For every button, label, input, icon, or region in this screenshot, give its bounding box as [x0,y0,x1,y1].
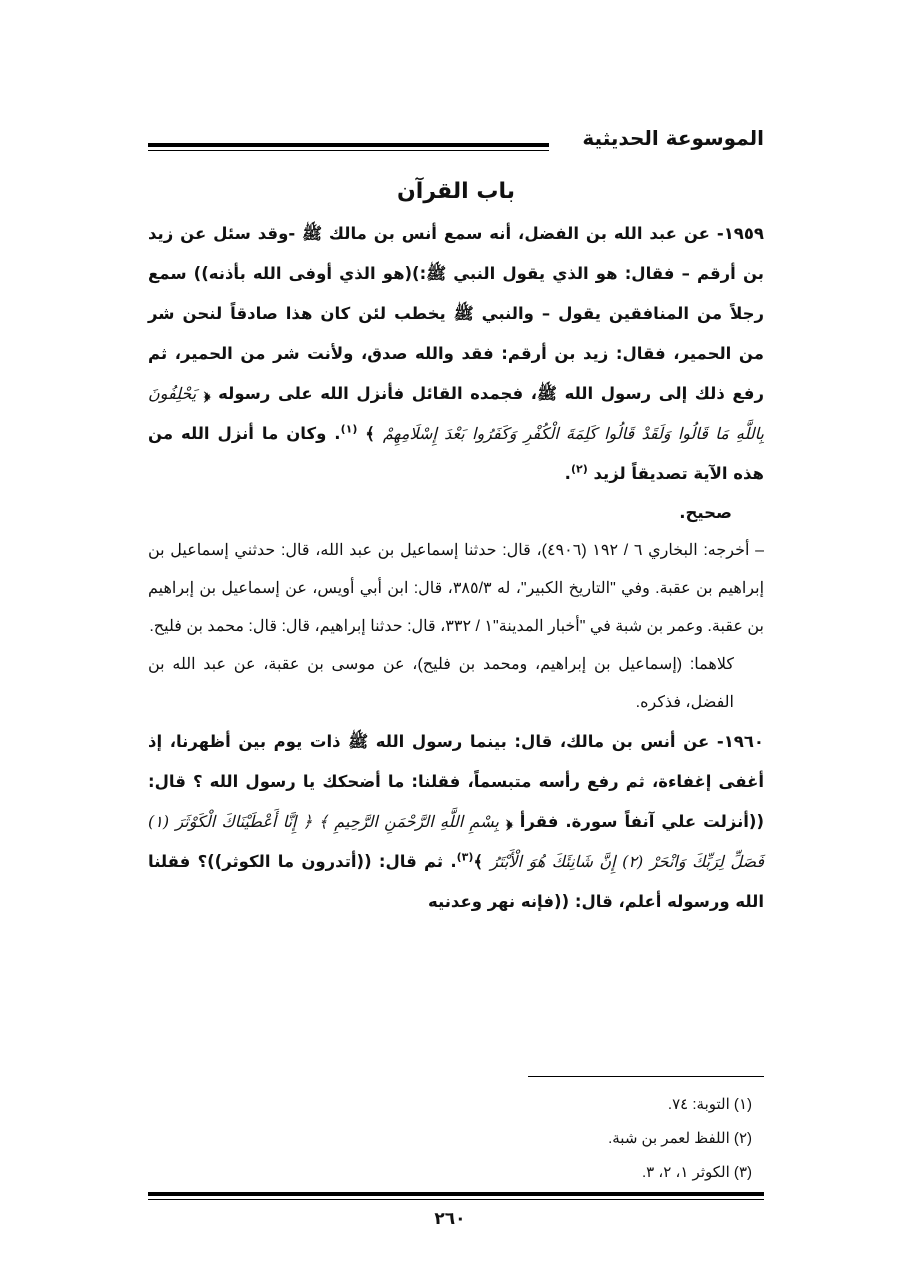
hadith-1960-text: ١٩٦٠- عن أنس بن مالك، قال: بينما رسول الله ﷺ ذات يوم بين أظهرنا، إذ أغفى إغفاءة، ثم رفع رأسه متبسماً، فقلنا: ما أضحكك يا رسول الله ؟ قال: ((أنزلت علي آنفاً سورة. فقرأ ﴿ [148,732,764,831]
hadith-1959-end: . [564,464,571,483]
header-rule-thick [148,143,549,147]
both-paragraph: كلاهما: (إسماعيل بن إبراهيم، ومحمد بن فليح)، عن موسى بن عقبة، عن عبد الله بن الفضل، فذكره. [148,656,734,711]
hadith-1960-cont: . ثم قال: ((أتدرون ما الكوثر))؟ فقلنا الله ورسوله أعلم، قال: ((فإنه نهر وعدنيه [148,852,764,911]
footer-rule-thick [148,1192,764,1196]
hadith-1959-cont: . وكان ما أنزل الله من هذه الآية تصديقاً لزيد [148,424,764,483]
header-title: الموسوعة الحديثية [582,126,764,150]
main-text [148,170,764,922]
hadith-1959-text: ١٩٥٩- عن عبد الله بن الفضل، أنه سمع أنس بن مالك ﷺ -وقد سئل عن زيد بن أرقم – فقال: هو الذي يقول النبي ﷺ:)(هو الذي أوفى الله بأذنه)) سمع رجلاً من المنافقين يقول – والنبي ﷺ يخطب لئن كان هذا صادقاً لنحن شر من الحمير، فقال: زيد بن أرقم: فقد والله صدق، ولأنت شر من الحمير، ثم رفع ذلك إلى رسول الله ﷺ، فجمده القائل فأنزل الله على رسوله ﴿ [148,224,764,403]
footnote-ref-3[interactable]: (٣) [456,850,474,864]
footnotes [352,1088,752,1190]
footnote-ref-1[interactable]: (١) [340,422,358,436]
footnote-1: (١) التوبة: ٧٤. [667,1096,752,1113]
page-number: ٢٦٠ [434,1209,466,1229]
quran-verse-1: يَحْلِفُونَ بِاللَّهِ مَا قَالُوا وَلَقَدْ قَالُوا كَلِمَةَ الْكُفْرِ وَكَفَرُوا بَعْدَ إِسْلَامِهِمْ [148,384,764,443]
running-header [148,118,764,158]
footnote-separator [528,1076,764,1077]
verse-close-1: ﴾ [365,424,375,443]
takhrij-paragraph: – أخرجه: البخاري ٦ / ١٩٢ (٤٩٠٦)، قال: حدثنا إسماعيل بن عبد الله، قال: حدثني إسماعيل بن إبراهيم بن عقبة. وفي "التاريخ الكبير"، له ٣٨٥/٣، قال: ابن أبي أويس، عن إسماعيل بن إبراهيم بن عقبة. وعمر بن شبة في "أخبار المدينة"١ / ٣٣٢، قال: حدثنا إبراهيم، قال: قال: محمد بن فليح. [148,542,765,635]
footnote-ref-2[interactable]: (٢) [570,462,588,476]
quran-verse-2: بِسْمِ اللَّهِ الرَّحْمَنِ الرَّحِيمِ ﴾ ﴿ إِنَّا أَعْطَيْنَاكَ الْكَوْثَرَ (١) فَصَلِّ لِرَبِّكَ وَانْحَرْ (٢) إِنَّ شَانِئَكَ هُوَ الْأَبْتَرُ [148,812,765,871]
hadith-1960 [148,722,764,922]
footnote-2: (٢) اللفظ لعمر بن شبة. [608,1130,752,1147]
header-rule-thin [148,150,549,151]
footer-rule-thin [148,1199,764,1200]
footnote-3: (٣) الكوثر ١، ٢، ٣. [641,1164,752,1181]
verdict: صحيح. [679,503,732,522]
hadith-1959 [148,214,764,494]
verse-close-2: ﴾ [473,852,484,871]
chapter-title: باب القرآن [397,179,515,204]
